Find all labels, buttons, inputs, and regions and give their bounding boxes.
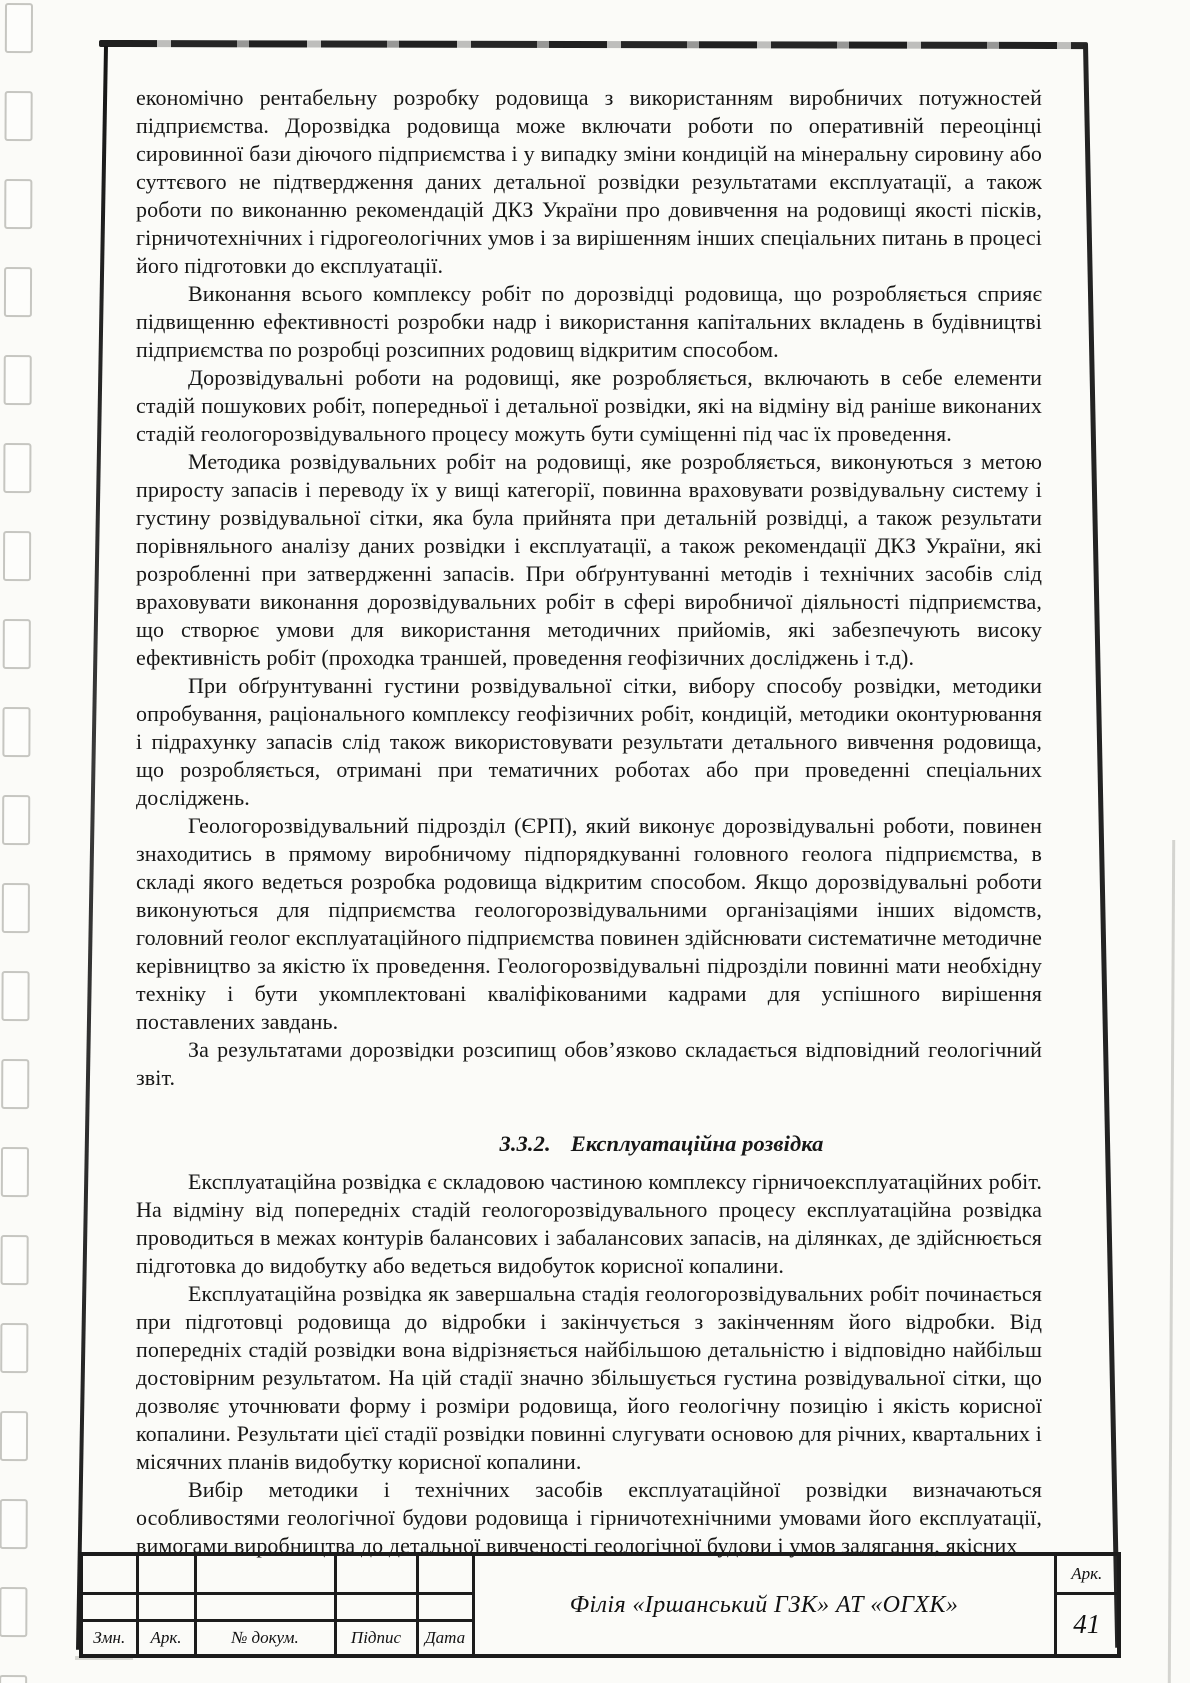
binding-hole: [1, 1147, 29, 1197]
stamp-empty-cell: [335, 1554, 417, 1594]
binding-hole: [4, 179, 32, 229]
stamp-label-signature: Підпис: [335, 1621, 417, 1657]
section-title: Експлуатаційна розвідка: [570, 1131, 824, 1156]
stamp-empty-cell: [81, 1594, 137, 1621]
sheet-label: Арк.: [1055, 1554, 1119, 1594]
binding-hole: [3, 619, 31, 669]
binding-hole: [1, 1235, 29, 1285]
page-frame-right-edge: [1083, 44, 1120, 1648]
body-paragraph: Експлуатаційна розвідка є складовою частиною комплексу гірничоексплуатаційних робіт. На відміну від попередніх стадій геологорозвідувального процесу експлуатаційна розвідка проводиться в межах контурів балансових і забалансових запасів, на ділянках, де здійснюється підготовка до видобутку або ведеться видобуток корисної копалини.: [136, 1169, 1042, 1278]
scan-edge-shadow: [1168, 840, 1175, 1683]
binding-hole: [5, 91, 33, 141]
binding-hole: [2, 795, 30, 845]
binding-hole: [1, 971, 29, 1021]
body-paragraph: Експлуатаційна розвідка як завершальна стадія геологорозвідувальних робіт починається при підготовці родовища до відробки і закінчується з закінченням його відробки. Від попередніх стадій розвідки вона відрізняється найбільшою детальністю і відповідно найбільш достовірним результатом. На цій стадії значно збільшується густина розвідувальної сітки, що дозволяє уточнювати форму і розміри родовища, його геологічну позицію і якість корисної копалини. Результати цієї стадії розвідки повинні слугувати основою для річних, квартальних і місячних планів видобутку корисної копалини.: [136, 1281, 1042, 1474]
stamp-label-zmn: Змн.: [81, 1621, 137, 1657]
title-block: [79, 1552, 1121, 1658]
body-paragraph: Вибір методики і технічних засобів експлуатаційної розвідки визначаються особливостями геологічної будови родовища і гірничотехнічними умовами його експлуатації, вимогами виробництва до детальної вивченості геологічної будови і умов залягання, якісних: [136, 1477, 1042, 1558]
stamp-label-date: Дата: [417, 1621, 473, 1657]
body-paragraph: Виконання всього комплексу робіт по дорозвідці родовища, що розробляється сприяє підвищенню ефективності розробки надр і використання капітальних вкладень в будівництві підприємства по розробці розсипних родовищ відкритим способом.: [136, 281, 1042, 362]
stamp-empty-cell: [417, 1554, 473, 1594]
binding-hole: [0, 1499, 28, 1549]
binding-hole: [5, 3, 33, 53]
section-number: 3.3.2.: [499, 1131, 551, 1156]
body-paragraph: Методика розвідувальних робіт на родовищі, яке розробляється, виконуються з метою приросту запасів і переводу їх у вищі категорії, повинна враховувати розвідувальну систему і густину розвідувальної сітки, яка була прийнята при детальній розвідці, а також результати порівняльного аналізу даних розвідки і експлуатації, а також рекомендації ДКЗ України, які розробленні при затвердженні запасів. При обґрунтуванні методів і технічних засобів слід враховувати виконання дорозвідувальних робіт в сфері виробничої діяльності підприємства, що створює умови для використання методичних прийомів, які забезпечують високу ефективність робіт (проходка траншей, проведення геофізичних досліджень і т.д).: [136, 449, 1042, 670]
binding-hole: [0, 1411, 28, 1461]
binding-hole: [1, 1059, 29, 1109]
sheet-number: 41: [1055, 1594, 1119, 1657]
organization-title: Філія «Іршанський ГЗК» АТ «ОГХК»: [473, 1554, 1055, 1656]
binding-hole: [3, 531, 31, 581]
body-paragraph: Дорозвідувальні роботи на родовищі, яке розробляється, включають в себе елементи стадій пошукових робіт, попередньої і детальної розвідки, які на відміну від раніше виконаних стадій геологорозвідувального процесу можуть бути суміщенні під час їх проведення.: [136, 365, 1042, 446]
section-heading: [136, 1130, 1042, 1158]
body-paragraph: Геологорозвідувальний підрозділ (ЄРП), який виконує дорозвідувальні роботи, повинен знаходитись в прямому виробничому підпорядкуванні головного геолога підприємства, в складі якого ведеться розробка родовища відкритим способом. Якщо дорозвідувальні роботи виконуються для підприємства геологорозвідувальними організаціями інших відомств, головний геолог експлуатаційного підприємства повинен здійснювати систематичне методичне керівництво за якістю їх проведення. Геологорозвідувальні підрозділи повинні мати необхідну техніку і бути укомплектовані кваліфікованими кадрами для успішного вирішення поставлених завдань.: [136, 813, 1042, 1034]
stamp-empty-cell: [137, 1554, 195, 1594]
stamp-empty-cell: [81, 1554, 137, 1594]
binding-hole: [2, 883, 30, 933]
binding-hole: [2, 707, 30, 757]
stamp-empty-cell: [195, 1554, 335, 1594]
stamp-empty-cell: [137, 1594, 195, 1621]
body-paragraph: При обґрунтуванні густини розвідувальної сітки, вибору способу розвідки, методики опробування, раціонального комплексу геофізичних робіт, кондицій, методики оконтурювання і підрахунку запасів слід також використовувати результати детального вивчення родовища, що розробляється, отримані при тематичних роботах або при проведенні спеціальних досліджень.: [136, 673, 1042, 810]
binding-hole: [0, 1675, 27, 1683]
body-paragraph: економічно рентабельну розробку родовища з використанням виробничих потужностей підприємства. Дорозвідка родовища може включати роботи по оперативній переоцінці сировинної бази діючого підприємства і у випадку зміни кондицій на мінеральну сировину або суттєвого не підтвердження даних детальної розвідки результатами експлуатації, а також роботи по виконанню рекомендацій ДКЗ України про довивчення на родовищі якості пісків, гірничотехнічних і гідрогеологічних умов і за вирішенням інших спеціальних питань в процесі його підготовки до експлуатації.: [136, 85, 1042, 278]
binding-hole: [0, 1323, 28, 1373]
binding-hole: [3, 443, 31, 493]
page-frame-left-edge: [76, 46, 108, 1650]
binding-hole: [0, 1587, 27, 1637]
document-body: [136, 84, 1042, 1560]
binding-hole: [4, 267, 32, 317]
binding-holes: [0, 3, 33, 1683]
stamp-label-docnum: № докум.: [195, 1621, 335, 1657]
page-frame-top-edge: [99, 40, 1088, 49]
body-paragraph: За результатами дорозвідки розсипищ обов’язково складається відповідний геологічний звіт.: [136, 1037, 1042, 1090]
stamp-empty-cell: [335, 1594, 417, 1621]
binding-hole: [4, 355, 32, 405]
stamp-empty-cell: [195, 1594, 335, 1621]
stamp-label-ark: Арк.: [137, 1621, 195, 1657]
stamp-empty-cell: [417, 1594, 473, 1621]
